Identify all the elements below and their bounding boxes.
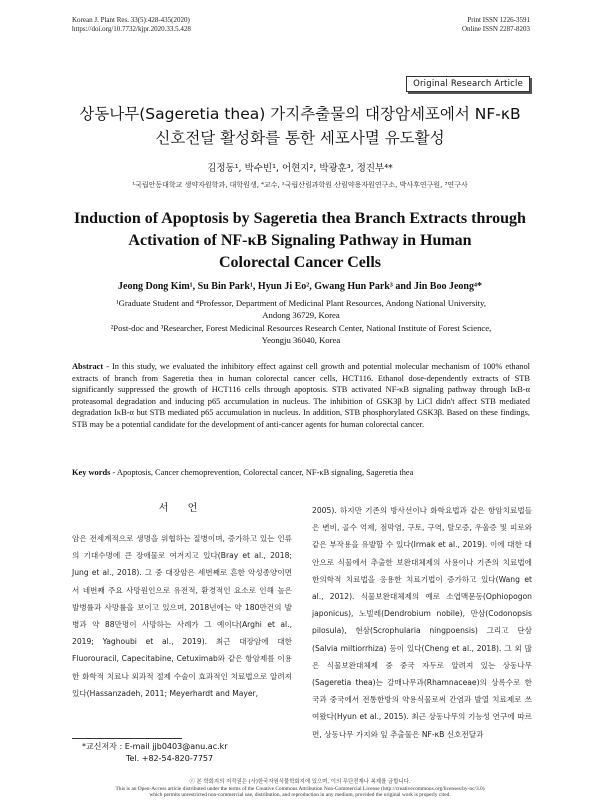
affil2-line2: Yeongju 36040, Korea [261, 335, 341, 345]
affil2-line1: ²Post-doc and ³Researcher, Forest Medicinal Resources Research Center, National Institute of Forest Science, [110, 323, 492, 333]
intro-right-column [312, 502, 532, 743]
abstract [72, 361, 530, 431]
article-type-badge: Original Research Article [406, 76, 530, 92]
intro-right-text: 2005). 하지만 기존의 방사선이나 화학요법과 같은 항암치료법들은 변비, 골수 억제, 점막염, 구토, 구역, 탈모증, 우울증 및 피로와 같은 부작용을 유발할 수 있다(Irmak et al., 2019). 이에 대한 대안으로 식물에서 추출한 보완대체제의 사용이나 기존의 치료법에 한의학적 치료법을 응용한 치료기법이 증가하고 있다(Wang et al., 2012). 식물보완대체제의 예로 소엽맥문동(Ophiopogon japonicus), 노빌레(Dendrobium nobile), 만삼(Codonopsis pilosula), 현삼(Scrophularia ningpoensis) 그리고 단삼(Salvia miltiorrhiza) 등이 있다(Cheng et al., 2018). 그 외 많은 식물보완대체제 중 중국 자두로 알려져 있는 상동나무(Sageretia thea)는 갈매나무과(Rhamnaceae)의 상록수로 한국과 중국에서 전통한방의 약용식물로써 간염과 발열 치료제로 쓰여왔다(Hyun et al., 2015). 최근 상동나무의 기능성 연구에 따르면, 상동나무 가지와 잎 추출물은 NF-κB 신호전달과 [312, 506, 532, 739]
doi-link[interactable]: https://doi.org/10.7732/kjpr.2020.33.5.428 [72, 25, 191, 33]
journal-citation: Korean J. Plant Res. 33(5):428-435(2020) [72, 16, 190, 24]
correspondence-email[interactable]: *교신저자 : E-mail jjb0403@anu.ac.kr [82, 742, 228, 751]
intro-left-column [72, 502, 292, 702]
english-title [40, 208, 560, 274]
keywords-text: - Apoptosis, Cancer chemoprevention, Colorectal cancer, NF-κB signaling, Sageretia thea [110, 468, 414, 477]
abstract-text: - In this study, we evaluated the inhibitory effect against cell growth and potential molecular mechanism of 100% ethanol extracts of branch from Sageretia thea in human colorectal cancer cells, HCT116. Ethanol dose-dependently extracts of STB significantly suppressed the growth of HCT116 cells through apoptosis. STB activated NF-κB signaling pathway through IκB-α proteasomal degradation and inducing p65 accumulation in nucleus. The inhibition of GSK3β by LiCl didn't affect STB mediated degradation IκB-α but STB mediated p65 accumulation in nucleus. In addition, STB phosphorylated GSK3β. Based on these findings, STB may be a potential candidate for the development of anti-cancer agents for human colorectal cancer. [72, 362, 530, 429]
english-title-line2: Activation of NF-κB Signaling Pathway in Human [128, 232, 472, 249]
section-heading-intro: 서 언 [158, 503, 206, 514]
keywords [72, 468, 530, 477]
copyright-notice: ⓒ 본 학회지의 저작권은 (사)한국자원식물학회지에 있으며, 이의 무단전재나 복제를 금합니다. [189, 779, 411, 785]
korean-title-line1: 상동나무(Sageretia thea) 가지추출물의 대장암세포에서 NF-κB [79, 105, 521, 123]
issn-block [462, 16, 530, 34]
correspondence-footnote [82, 741, 228, 765]
print-issn: Print ISSN 1226-3591 [467, 16, 530, 24]
affil1-line2: Andong 36729, Korea [262, 310, 340, 320]
korean-authors: 김정동¹, 박수빈¹, 어현지², 박광훈³, 정진부⁴* [207, 163, 393, 174]
english-title-line3: Colorectal Cancer Cells [218, 254, 382, 271]
english-authors: Jeong Dong Kim¹, Su Bin Park¹, Hyun Ji Eo², Gwang Hun Park³ and Jin Boo Jeong⁴* [118, 281, 482, 292]
intro-left-text: 암은 전세계적으로 생명을 위협하는 질병이며, 증가하고 있는 인류의 기대수명에 큰 장애물로 여겨지고 있다(Bray et al., 2018; Jung et al., 2018). 그 중 대장암은 세번째로 흔한 악성종양이면서 네번째 주요 사망원인으로 유전적, 환경적인 요소로 인해 높은 발병률과 사망률을 보이고 있으며, 2018년에는 약 180만건의 발병과 약 88만명이 사망하는 사례가 그 예이다(Arghi et al., 2019; Yaghoubi et al., 2019). 최근 대장암에 대한 Fluorouracil, Capecitabine, Cetuximab와 같은 항암제를 이용한 화학적 치료나 외과적 절제 수술이 효과적인 치료법으로 알려져 있다(Hassanzadeh, 2011; Meyerhardt and Mayer, [72, 534, 292, 698]
license-statement [40, 786, 560, 799]
korean-title-line2: 신호전달 활성화를 통한 세포사멸 유도활성 [155, 129, 445, 147]
correspondence-tel: Tel. +82-54-820-7757 [126, 754, 214, 763]
license-line1: This is an Open-Access article distributed under the terms of the Creative Commons Attribution Non-Commercial License (http://creativecommons.org/licenses/by-nc/3.0) [115, 786, 485, 792]
abstract-label: Abstract [72, 362, 104, 371]
keywords-label: Key words [72, 468, 111, 477]
english-title-line1: Induction of Apoptosis by Sageretia thea Branch Extracts through [74, 210, 526, 227]
journal-header [72, 16, 191, 34]
english-affiliation-2 [76, 322, 526, 346]
affil1-line1: ¹Graduate Student and ⁴Professor, Department of Medicinal Plant Resources, Andong National University, [116, 298, 486, 308]
online-issn: Online ISSN 2287-8203 [461, 25, 530, 33]
footnote-divider [72, 738, 182, 739]
english-affiliation-1 [76, 297, 526, 321]
korean-title [40, 102, 560, 150]
korean-affiliation: ¹국립안동대학교 생약자원학과, 대학원생, ⁴교수, ²국립산림과학원 산림약용자원연구소, 박사후연구원, ³연구사 [132, 181, 468, 189]
license-line2: which permits unrestricted non-commercial use, distribution, and reproduction in any medium, provided the original work is properly cited. [149, 792, 451, 799]
